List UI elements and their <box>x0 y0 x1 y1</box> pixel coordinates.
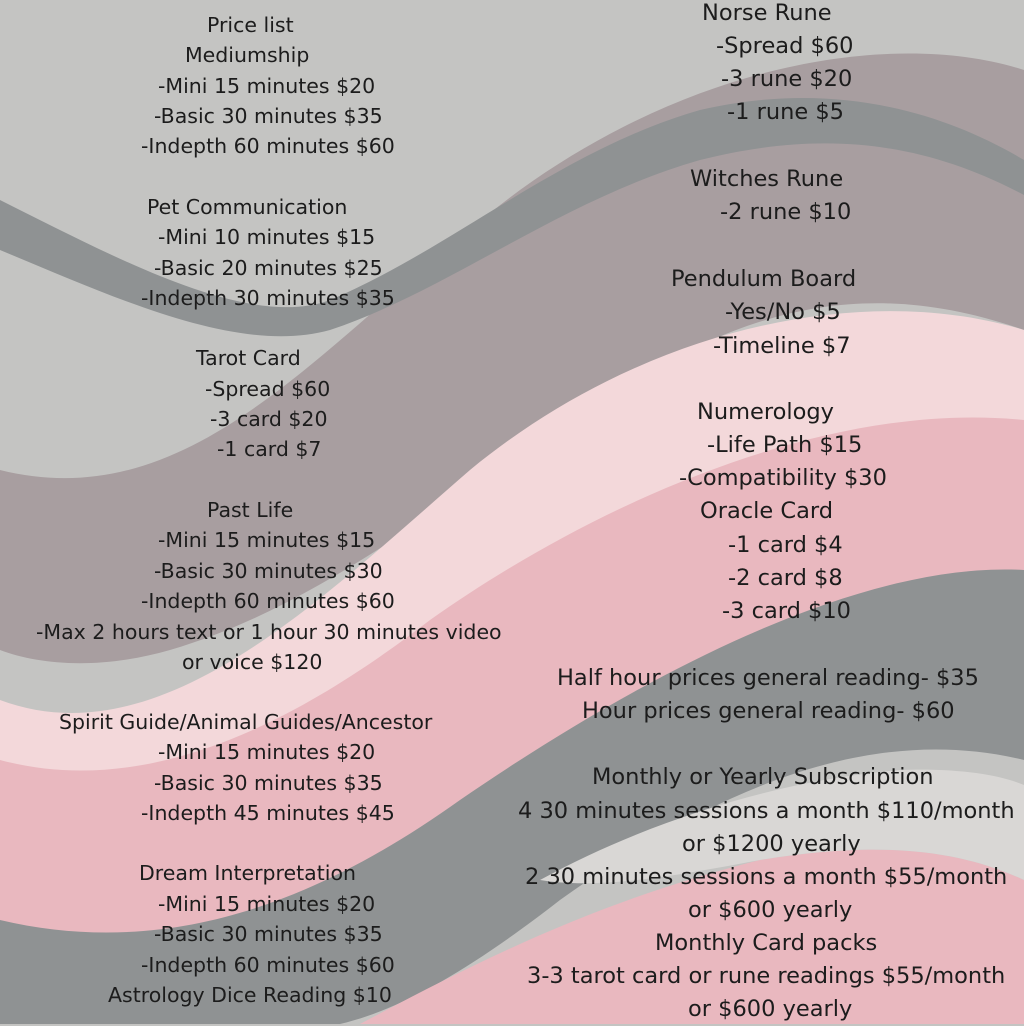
pendulum-yes-no: -Yes/No $5 <box>725 299 841 325</box>
dream-mini: -Mini 15 minutes $20 <box>158 892 376 916</box>
norse-1-rune: -1 rune $5 <box>727 99 844 125</box>
half-hour-general-reading: Half hour prices general reading- $35 <box>557 665 979 691</box>
tarot-1-card: -1 card $7 <box>217 437 322 461</box>
mediumship-indepth: -Indepth 60 minutes $60 <box>141 134 395 158</box>
tarot-spread: -Spread $60 <box>205 377 331 401</box>
numerology-heading: Numerology <box>697 399 834 425</box>
dream-interpretation-heading: Dream Interpretation <box>139 861 357 885</box>
past-life-max-cont: or voice $120 <box>182 650 323 674</box>
past-life-basic: -Basic 30 minutes $30 <box>154 559 383 583</box>
oracle-card-heading: Oracle Card <box>700 498 834 524</box>
pet-communication-heading: Pet Communication <box>147 195 348 219</box>
pet-basic: -Basic 20 minutes $25 <box>154 256 383 280</box>
spirit-guide-indepth: -Indepth 45 minutes $45 <box>141 801 395 825</box>
pendulum-board-heading: Pendulum Board <box>671 266 857 292</box>
spirit-guide-mini: -Mini 15 minutes $20 <box>158 740 376 764</box>
subscription-4-sessions: 4 30 minutes sessions a month $110/month <box>518 798 1015 824</box>
oracle-1-card: -1 card $4 <box>728 532 843 558</box>
norse-rune-heading: Norse Rune <box>702 0 832 26</box>
mediumship-heading: Mediumship <box>185 43 310 67</box>
mediumship-mini: -Mini 15 minutes $20 <box>158 74 376 98</box>
subscription-2-sessions: 2 30 minutes sessions a month $55/month <box>525 864 1008 890</box>
numerology-compatibility: -Compatibility $30 <box>679 465 887 491</box>
dream-indepth: -Indepth 60 minutes $60 <box>141 953 395 977</box>
hour-general-reading: Hour prices general reading- $60 <box>582 698 955 724</box>
card-pack-yearly: or $600 yearly <box>688 996 853 1022</box>
pet-indepth: -Indepth 30 minutes $35 <box>141 286 395 310</box>
tarot-3-card: -3 card $20 <box>210 407 328 431</box>
spirit-guide-basic: -Basic 30 minutes $35 <box>154 771 383 795</box>
astrology-dice: Astrology Dice Reading $10 <box>108 983 392 1007</box>
past-life-max: -Max 2 hours text or 1 hour 30 minutes video <box>36 620 502 644</box>
card-pack-readings: 3-3 tarot card or rune readings $55/month <box>527 963 1006 989</box>
past-life-indepth: -Indepth 60 minutes $60 <box>141 589 395 613</box>
oracle-2-card: -2 card $8 <box>728 565 843 591</box>
norse-3-rune: -3 rune $20 <box>721 66 853 92</box>
monthly-card-packs-heading: Monthly Card packs <box>655 930 878 956</box>
subscription-2-yearly: or $600 yearly <box>688 897 853 923</box>
mediumship-basic: -Basic 30 minutes $35 <box>154 104 383 128</box>
spirit-guide-heading: Spirit Guide/Animal Guides/Ancestor <box>59 710 433 734</box>
pet-mini: -Mini 10 minutes $15 <box>158 225 376 249</box>
witches-rune-heading: Witches Rune <box>690 166 844 192</box>
pendulum-timeline: -Timeline $7 <box>713 333 851 359</box>
subscription-heading: Monthly or Yearly Subscription <box>592 764 934 790</box>
dream-basic: -Basic 30 minutes $35 <box>154 922 383 946</box>
past-life-heading: Past Life <box>207 498 294 522</box>
norse-spread: -Spread $60 <box>716 33 854 59</box>
witches-2-rune: -2 rune $10 <box>720 199 852 225</box>
price-list-title: Price list <box>207 13 294 37</box>
oracle-3-card: -3 card $10 <box>722 598 851 624</box>
tarot-card-heading: Tarot Card <box>196 346 301 370</box>
numerology-life-path: -Life Path $15 <box>707 432 863 458</box>
subscription-4-yearly: or $1200 yearly <box>682 831 861 857</box>
past-life-mini: -Mini 15 minutes $15 <box>158 528 376 552</box>
